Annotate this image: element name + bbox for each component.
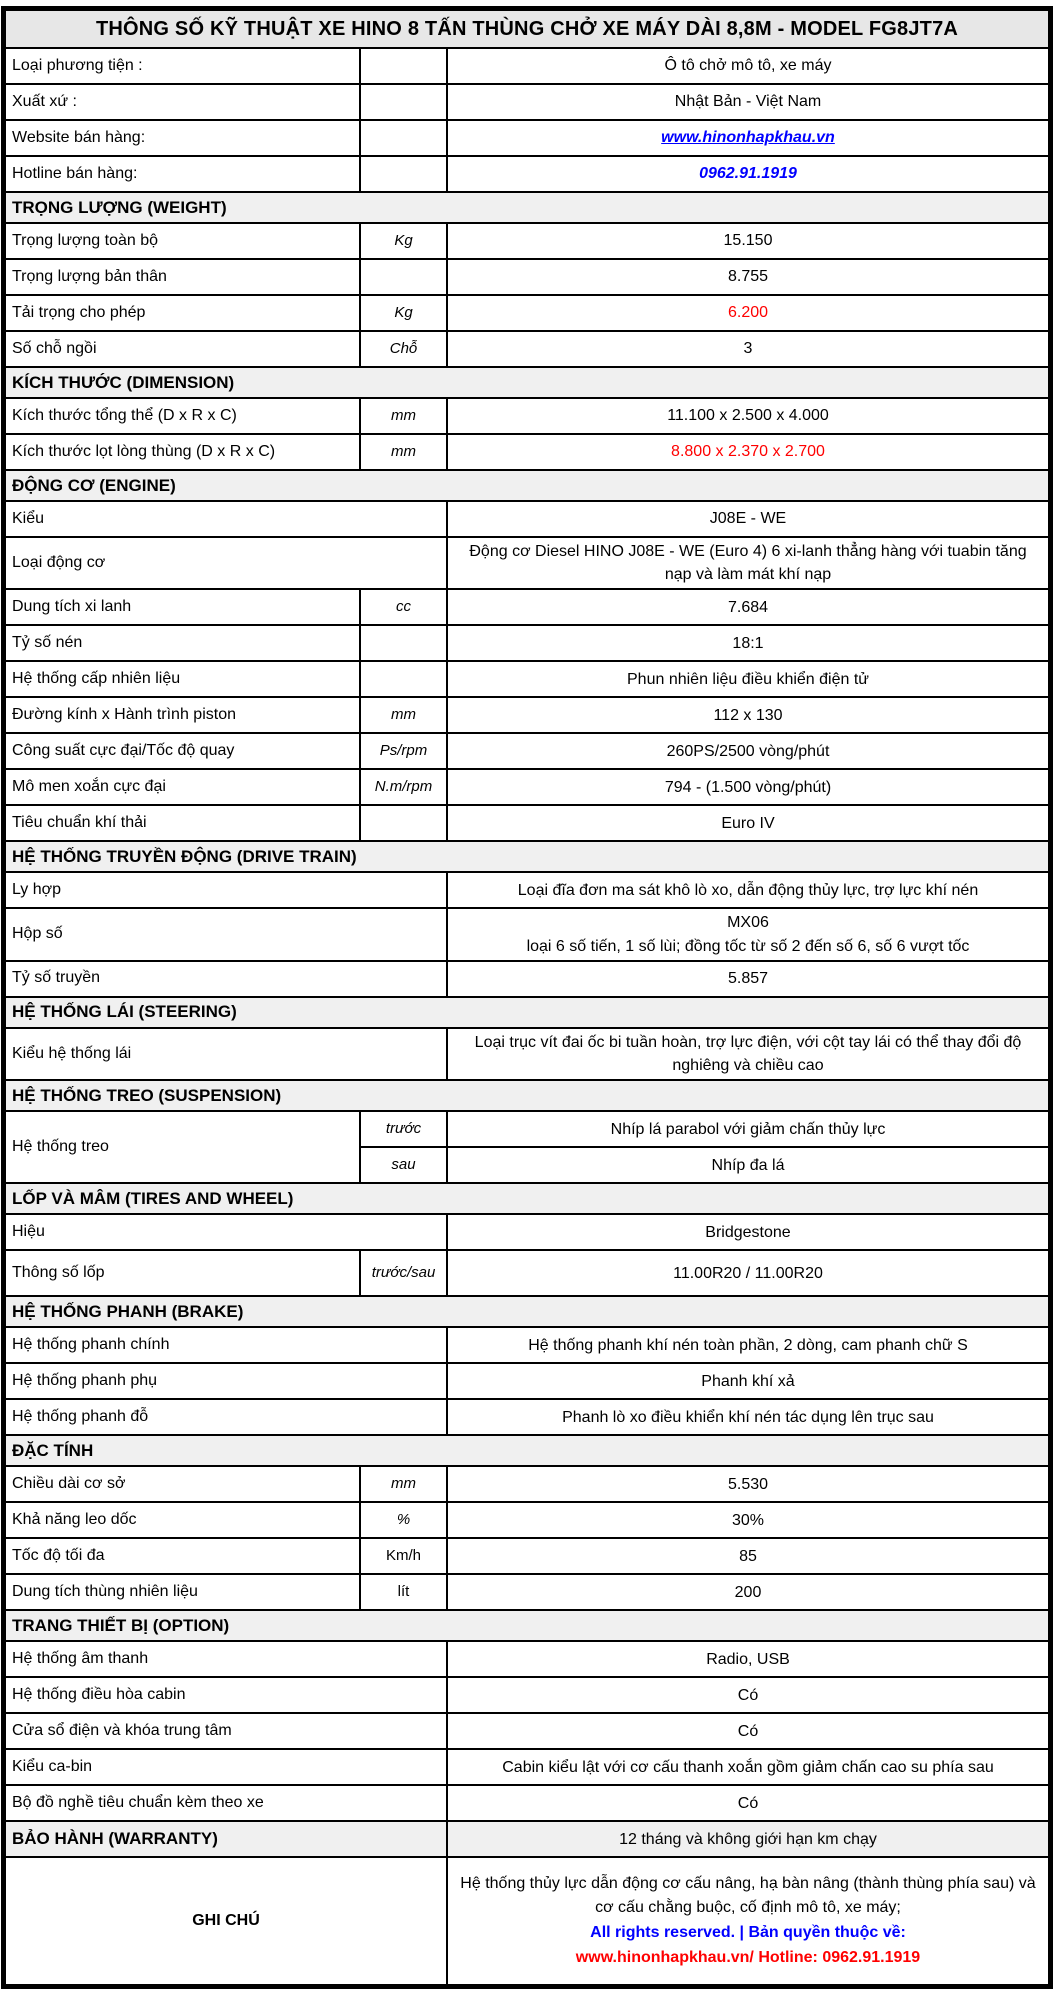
row-label: Xuất xứ : bbox=[5, 84, 360, 120]
row-label: Bộ đồ nghề tiêu chuẩn kèm theo xe bbox=[5, 1785, 447, 1821]
row-unit: Ps/rpm bbox=[360, 733, 447, 769]
row-label: Trọng lượng bản thân bbox=[5, 259, 360, 295]
section-title: HỆ THỐNG TREO (SUSPENSION) bbox=[5, 1080, 1049, 1111]
row-label: Tiêu chuẩn khí thải bbox=[5, 805, 360, 841]
row-label: Kiểu ca-bin bbox=[5, 1749, 447, 1785]
section-title: HỆ THỐNG PHANH (BRAKE) bbox=[5, 1296, 1049, 1327]
spec-row bbox=[5, 1250, 1049, 1296]
row-label: Hệ thống phanh phụ bbox=[5, 1363, 447, 1399]
row-label: Loại phương tiện : bbox=[5, 48, 360, 84]
row-label: Hệ thống phanh chính bbox=[5, 1327, 447, 1363]
row-value: 794 - (1.500 vòng/phút) bbox=[447, 769, 1049, 805]
row-label: Hệ thống cấp nhiên liệu bbox=[5, 661, 360, 697]
spec-row bbox=[5, 84, 1049, 120]
row-label: Tỷ số truyền bbox=[5, 961, 447, 997]
section-header-row bbox=[5, 1183, 1049, 1214]
warranty-row bbox=[5, 1821, 1049, 1857]
row-label: Công suất cực đại/Tốc độ quay bbox=[5, 733, 360, 769]
row-label: Hotline bán hàng: bbox=[5, 156, 360, 192]
row-label: Hệ thống âm thanh bbox=[5, 1641, 447, 1677]
row-value-line: loại 6 số tiến, 1 số lùi; đồng tốc từ số 2 đến số 6, số 6 vượt tốc bbox=[526, 937, 970, 955]
warranty-value: 12 tháng và không giới hạn km chạy bbox=[447, 1821, 1049, 1857]
section-header-row bbox=[5, 841, 1049, 872]
row-label: Chiều dài cơ sở bbox=[5, 1466, 360, 1502]
spec-row bbox=[5, 1399, 1049, 1435]
row-unit: % bbox=[360, 1502, 447, 1538]
spec-row bbox=[5, 434, 1049, 470]
row-unit: lít bbox=[360, 1574, 447, 1610]
row-value bbox=[447, 908, 1049, 960]
row-label: Số chỗ ngồi bbox=[5, 331, 360, 367]
section-header-row bbox=[5, 997, 1049, 1028]
row-unit bbox=[360, 805, 447, 841]
row-value: Nhíp lá parabol với giảm chấn thủy lực bbox=[447, 1111, 1049, 1147]
row-label: Ly hợp bbox=[5, 872, 447, 908]
spec-row bbox=[5, 295, 1049, 331]
row-value: 6.200 bbox=[447, 295, 1049, 331]
row-value: Euro IV bbox=[447, 805, 1049, 841]
spec-row bbox=[5, 398, 1049, 434]
row-label: Hộp số bbox=[5, 908, 447, 960]
note-line: www.hinonhapkhau.vn/ Hotline: 0962.91.1919 bbox=[575, 1948, 921, 1966]
row-label: Website bán hàng: bbox=[5, 120, 360, 156]
row-label: Cửa sổ điện và khóa trung tâm bbox=[5, 1713, 447, 1749]
row-unit: Km/h bbox=[360, 1538, 447, 1574]
section-title: TRỌNG LƯỢNG (WEIGHT) bbox=[5, 192, 1049, 223]
section-title: HỆ THỐNG LÁI (STEERING) bbox=[5, 997, 1049, 1028]
row-unit: trước/sau bbox=[360, 1250, 447, 1296]
spec-row bbox=[5, 872, 1049, 908]
spec-row bbox=[5, 661, 1049, 697]
row-value: Phun nhiên liệu điều khiển điện tử bbox=[447, 661, 1049, 697]
row-value: 5.530 bbox=[447, 1466, 1049, 1502]
spec-row bbox=[5, 259, 1049, 295]
row-unit: Kg bbox=[360, 295, 447, 331]
section-header-row bbox=[5, 1610, 1049, 1641]
note-row bbox=[5, 1857, 1049, 1985]
section-title: ĐỘNG CƠ (ENGINE) bbox=[5, 470, 1049, 501]
row-unit: sau bbox=[360, 1147, 447, 1183]
row-value: 8.755 bbox=[447, 259, 1049, 295]
row-unit: N.m/rpm bbox=[360, 769, 447, 805]
note-line: All rights reserved. | Bản quyền thuộc về: bbox=[590, 1924, 906, 1942]
spec-table bbox=[4, 9, 1050, 1986]
spec-row bbox=[5, 769, 1049, 805]
section-title: HỆ THỐNG TRUYỀN ĐỘNG (DRIVE TRAIN) bbox=[5, 841, 1049, 872]
row-unit bbox=[360, 84, 447, 120]
row-value: Ô tô chở mô tô, xe máy bbox=[447, 48, 1049, 84]
row-value: 200 bbox=[447, 1574, 1049, 1610]
row-unit: trước bbox=[360, 1111, 447, 1147]
row-label: Đường kính x Hành trình piston bbox=[5, 697, 360, 733]
spec-row bbox=[5, 908, 1049, 960]
row-value: Có bbox=[447, 1713, 1049, 1749]
page-title: THÔNG SỐ KỸ THUẬT XE HINO 8 TẤN THÙNG CHỞ XE MÁY DÀI 8,8M - MODEL FG8JT7A bbox=[5, 10, 1049, 48]
row-label: Thông số lốp bbox=[5, 1250, 360, 1296]
row-unit bbox=[360, 120, 447, 156]
row-unit: mm bbox=[360, 398, 447, 434]
row-value: J08E - WE bbox=[447, 501, 1049, 537]
spec-sheet bbox=[1, 6, 1053, 1989]
spec-row bbox=[5, 733, 1049, 769]
row-label: Loại động cơ bbox=[5, 537, 447, 589]
spec-row bbox=[5, 805, 1049, 841]
row-value: Hệ thống phanh khí nén toàn phần, 2 dòng, cam phanh chữ S bbox=[447, 1327, 1049, 1363]
spec-row bbox=[5, 1028, 1049, 1080]
row-value: 5.857 bbox=[447, 961, 1049, 997]
row-label: Kiểu bbox=[5, 501, 447, 537]
row-label: Tốc độ tối đa bbox=[5, 1538, 360, 1574]
section-title: TRANG THIẾT BỊ (OPTION) bbox=[5, 1610, 1049, 1641]
spec-row bbox=[5, 1677, 1049, 1713]
title-row bbox=[5, 10, 1049, 48]
section-header-row bbox=[5, 192, 1049, 223]
website-link[interactable]: www.hinonhapkhau.vn bbox=[447, 120, 1049, 156]
spec-row bbox=[5, 589, 1049, 625]
row-label: Hiệu bbox=[5, 1214, 447, 1250]
row-label: Tỷ số nén bbox=[5, 625, 360, 661]
row-unit bbox=[360, 48, 447, 84]
spec-row bbox=[5, 1466, 1049, 1502]
row-value: 7.684 bbox=[447, 589, 1049, 625]
section-header-row bbox=[5, 367, 1049, 398]
row-label: Kiểu hệ thống lái bbox=[5, 1028, 447, 1080]
spec-row bbox=[5, 1785, 1049, 1821]
row-unit: Chỗ bbox=[360, 331, 447, 367]
row-label: Hệ thống phanh đỗ bbox=[5, 1399, 447, 1435]
spec-row bbox=[5, 1502, 1049, 1538]
spec-row bbox=[5, 961, 1049, 997]
spec-row bbox=[5, 1538, 1049, 1574]
row-value: 18:1 bbox=[447, 625, 1049, 661]
note-line: Hệ thống thủy lực dẫn động cơ cấu nâng, hạ bàn nâng (thành thùng phía sau) và cơ cấu chằng buộc, cố định mô tô, xe máy; bbox=[460, 1874, 1036, 1917]
row-value: 85 bbox=[447, 1538, 1049, 1574]
row-value: Có bbox=[447, 1677, 1049, 1713]
row-value: Có bbox=[447, 1785, 1049, 1821]
row-unit bbox=[360, 156, 447, 192]
row-value: 260PS/2500 vòng/phút bbox=[447, 733, 1049, 769]
spec-row bbox=[5, 48, 1049, 84]
spec-row bbox=[5, 1713, 1049, 1749]
section-title: ĐẶC TÍNH bbox=[5, 1435, 1049, 1466]
row-unit bbox=[360, 259, 447, 295]
row-label: Dung tích xi lanh bbox=[5, 589, 360, 625]
row-unit: mm bbox=[360, 434, 447, 470]
spec-row bbox=[5, 1214, 1049, 1250]
spec-row bbox=[5, 697, 1049, 733]
row-value: Loại trục vít đai ốc bi tuần hoàn, trợ lực điện, với cột tay lái có thể thay đổi độ nghiêng và chiều cao bbox=[447, 1028, 1049, 1080]
row-value: Động cơ Diesel HINO J08E - WE (Euro 4) 6 xi-lanh thẳng hàng với tuabin tăng nạp và làm mát khí nạp bbox=[447, 537, 1049, 589]
section-header-row bbox=[5, 1080, 1049, 1111]
row-label: Kích thước lọt lòng thùng (D x R x C) bbox=[5, 434, 360, 470]
row-value: 112 x 130 bbox=[447, 697, 1049, 733]
row-value: Nhíp đa lá bbox=[447, 1147, 1049, 1183]
spec-row bbox=[5, 223, 1049, 259]
row-value: Nhật Bản - Việt Nam bbox=[447, 84, 1049, 120]
spec-row bbox=[5, 1641, 1049, 1677]
row-unit bbox=[360, 625, 447, 661]
row-label: Hệ thống điều hòa cabin bbox=[5, 1677, 447, 1713]
row-unit: mm bbox=[360, 1466, 447, 1502]
row-value-line: MX06 bbox=[727, 914, 769, 932]
spec-row bbox=[5, 537, 1049, 589]
spec-row bbox=[5, 1574, 1049, 1610]
row-label: Tải trọng cho phép bbox=[5, 295, 360, 331]
section-header-row bbox=[5, 1296, 1049, 1327]
row-value: Bridgestone bbox=[447, 1214, 1049, 1250]
spec-row bbox=[5, 331, 1049, 367]
spec-row bbox=[5, 120, 1049, 156]
spec-row bbox=[5, 1363, 1049, 1399]
section-header-row bbox=[5, 1435, 1049, 1466]
section-title: LỐP VÀ MÂM (TIRES AND WHEEL) bbox=[5, 1183, 1049, 1214]
spec-row bbox=[5, 1111, 1049, 1147]
row-value: Loại đĩa đơn ma sát khô lò xo, dẫn động thủy lực, trợ lực khí nén bbox=[447, 872, 1049, 908]
spec-row bbox=[5, 156, 1049, 192]
section-title: KÍCH THƯỚC (DIMENSION) bbox=[5, 367, 1049, 398]
row-value: Cabin kiểu lật với cơ cấu thanh xoắn gồm giảm chấn cao su phía sau bbox=[447, 1749, 1049, 1785]
spec-row bbox=[5, 501, 1049, 537]
spec-row bbox=[5, 1327, 1049, 1363]
row-unit: Kg bbox=[360, 223, 447, 259]
row-unit: cc bbox=[360, 589, 447, 625]
warranty-title: BẢO HÀNH (WARRANTY) bbox=[5, 1821, 447, 1857]
spec-row bbox=[5, 625, 1049, 661]
row-value: Phanh lò xo điều khiển khí nén tác dụng lên trục sau bbox=[447, 1399, 1049, 1435]
row-unit bbox=[360, 661, 447, 697]
row-label: Hệ thống treo bbox=[5, 1111, 360, 1183]
row-value: Radio, USB bbox=[447, 1641, 1049, 1677]
row-value: 11.100 x 2.500 x 4.000 bbox=[447, 398, 1049, 434]
row-label: Trọng lượng toàn bộ bbox=[5, 223, 360, 259]
note-title: GHI CHÚ bbox=[5, 1857, 447, 1985]
spec-row bbox=[5, 1749, 1049, 1785]
row-label: Khả năng leo dốc bbox=[5, 1502, 360, 1538]
row-label: Mô men xoắn cực đại bbox=[5, 769, 360, 805]
row-value: 8.800 x 2.370 x 2.700 bbox=[447, 434, 1049, 470]
note-value bbox=[447, 1857, 1049, 1985]
row-unit: mm bbox=[360, 697, 447, 733]
row-value: 30% bbox=[447, 1502, 1049, 1538]
row-label: Kích thước tổng thể (D x R x C) bbox=[5, 398, 360, 434]
row-value: 11.00R20 / 11.00R20 bbox=[447, 1250, 1049, 1296]
row-value: 3 bbox=[447, 331, 1049, 367]
row-label: Dung tích thùng nhiên liệu bbox=[5, 1574, 360, 1610]
row-value: 15.150 bbox=[447, 223, 1049, 259]
row-value: 0962.91.1919 bbox=[447, 156, 1049, 192]
section-header-row bbox=[5, 470, 1049, 501]
spec-table-body bbox=[5, 10, 1049, 1985]
row-value: Phanh khí xả bbox=[447, 1363, 1049, 1399]
